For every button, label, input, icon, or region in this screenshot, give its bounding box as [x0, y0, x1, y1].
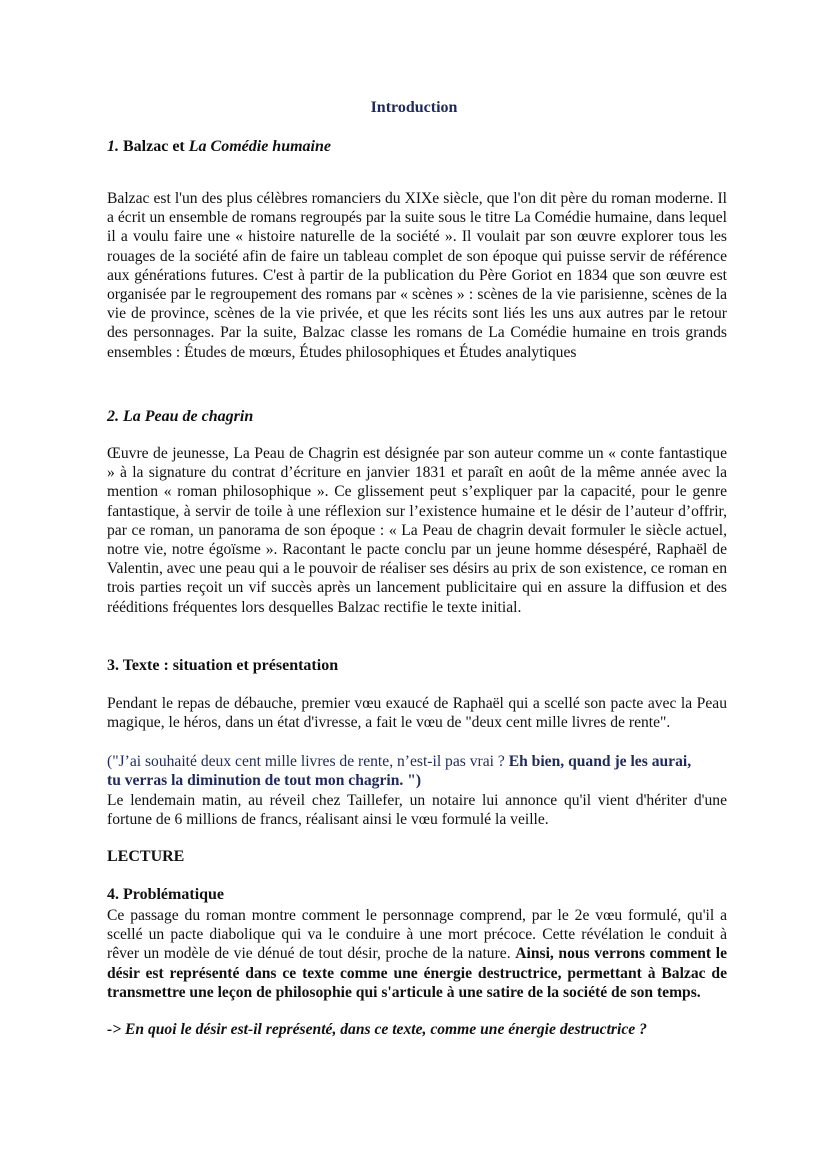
section-4-bold-text: Ainsi, nous verrons comment le désir est représenté dans ce texte comme une énergie destructrice, permettant à Balzac de transmettre une leçon de philosophie qui s'articule à une satire de la société de son temps.: [107, 945, 727, 1001]
section-1-heading: [107, 138, 331, 156]
problematique-question: -> En quoi le désir est-il représenté, dans ce texte, comme une énergie destructrice ?: [107, 1021, 647, 1038]
section-3-heading: 3. Texte : situation et présentation: [107, 657, 339, 674]
section-1-number: 1.: [107, 138, 119, 155]
raphael-quote: [107, 752, 727, 790]
section-3-after-quote: Le lendemain matin, au réveil chez Taillefer, un notaire lui annonce qu'il vient d'hériter d'une fortune de 6 millions de francs, réalisant ainsi le vœu formulé la veille.: [107, 792, 727, 829]
section-2-heading: 2. La Peau de chagrin: [107, 408, 254, 425]
quote-plain-text: ("J’ai souhaité deux cent mille livres de rente, n’est-il pas vrai ?: [107, 753, 509, 770]
section-1-heading-title: La Comédie humaine: [188, 138, 331, 155]
section-4-plain-text: Ce passage du roman montre comment le personnage comprend, par le 2e vœu formulé, qu'il a scellé un pacte diabolique qui va le conduire à une mort précoce. Cette révélation le conduit à rêver un modèle de vie dénué de tout désir, proche de la nature.: [107, 907, 727, 963]
quote-bold-text-2: tu verras la diminution de tout mon chagrin. "): [107, 772, 422, 790]
page-title: Introduction: [370, 99, 458, 116]
section-4-heading: 4. Problématique: [107, 886, 225, 903]
quote-bold-text-1: Eh bien, quand je les aurai,: [508, 753, 692, 770]
section-4-paragraph: [107, 906, 727, 1002]
section-1-paragraph: Balzac est l'un des plus célèbres romanciers du XIXe siècle, que l'on dit père du roman moderne. Il a écrit un ensemble de romans regroupés par la suite sous le titre La Comédie humaine, dans lequel il a voulu faire une « histoire naturelle de la société ». Il voulait par son œuvre explorer tous les rouages de la société afin de faire un tableau complet de son époque qui puisse servir de référence aux générations futures. C'est à partir de la publication du Père Goriot en 1834 que son œuvre est organisée par le regroupement des romans par « scènes » : scènes de la vie parisienne, scènes de la vie de province, scènes de la vie privée, et que les récits sont liés les uns aux autres par le retour des personnages. Par la suite, Balzac classe les romans de La Comédie humaine en trois grands ensembles : Études de mœurs, Études philosophiques et Études analytiques: [107, 190, 727, 361]
lecture-heading: LECTURE: [107, 848, 185, 865]
section-3-paragraph: Pendant le repas de débauche, premier vœu exaucé de Raphaël qui a scellé son pacte avec la Peau magique, le héros, dans un état d'ivresse, a fait le vœu de "deux cent mille livres de rente".: [107, 695, 727, 732]
section-2-paragraph: Œuvre de jeunesse, La Peau de Chagrin est désignée par son auteur comme un « conte fantastique » à la signature du contrat d’écriture en janvier 1831 et paraît en août de la même année avec la mention « roman philosophique ». Ce glissement peut s’expliquer par la capacité, pour le genre fantastique, à servir de toile à une réflexion sur l’existence humaine et le désir de l’auteur d’offrir, par ce roman, un panorama de son époque : « La Peau de chagrin devait formuler le siècle actuel, notre vie, notre égoïsme ». Racontant le pacte conclu par un jeune homme désespéré, Raphaël de Valentin, avec une peau qui a le pouvoir de réaliser ses désirs au prix de son existence, ce roman en trois parties reçoit un vif succès après un lancement publicitaire qui en assure la diffusion et des rééditions fréquentes lors desquelles Balzac rectifie le texte initial.: [107, 445, 727, 616]
section-1-heading-text: Balzac et: [123, 138, 189, 155]
